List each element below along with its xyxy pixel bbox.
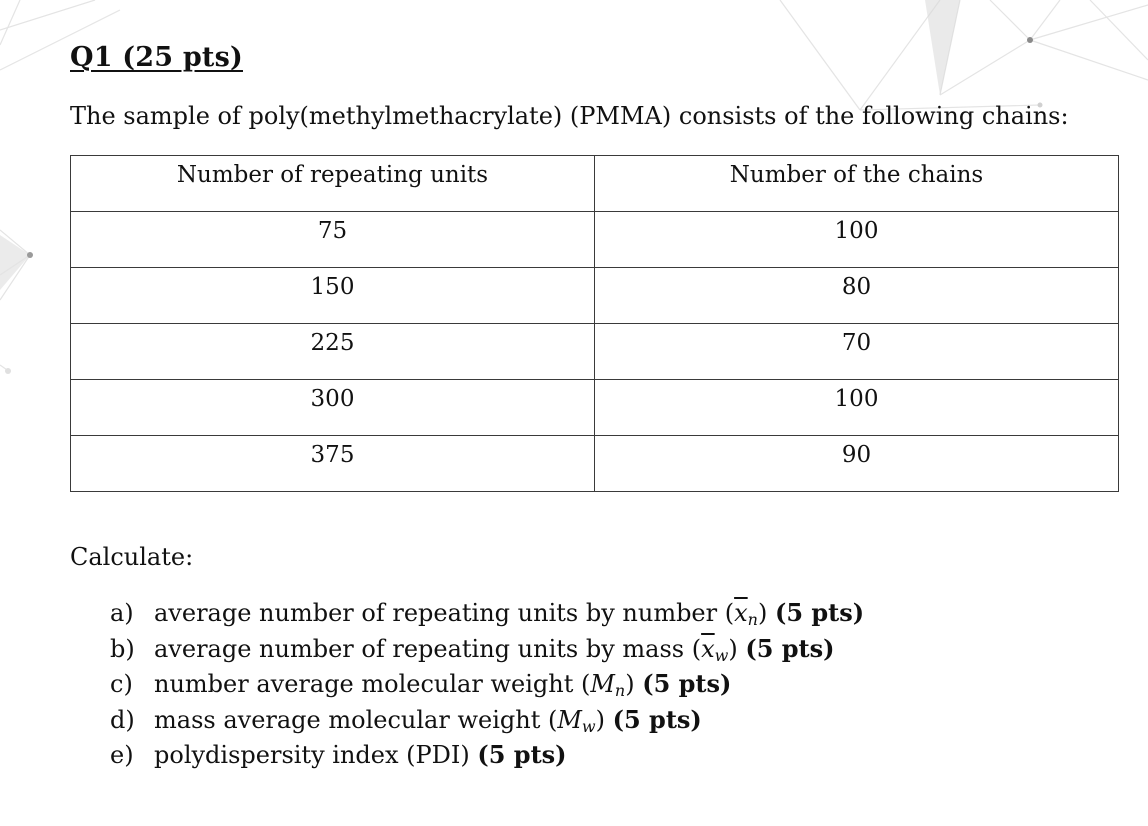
table-row <box>71 268 1119 324</box>
task-text: mass average molecular weight <box>154 705 541 734</box>
task-points: (5 pts) <box>642 669 732 698</box>
task-points: (5 pts) <box>745 633 835 663</box>
table-row <box>71 380 1119 436</box>
table-row <box>71 324 1119 380</box>
task-marker: a) <box>110 599 134 627</box>
task-symbol: $\overline{x}_n$ <box>734 599 758 629</box>
task-list <box>110 595 864 773</box>
task-text: average number of repeating units by mass <box>154 634 685 663</box>
cell-number-of-chains: 80 <box>595 268 1119 324</box>
cell-repeating-units: 375 <box>71 436 595 492</box>
task-text: number average molecular weight <box>154 670 574 698</box>
chains-table <box>70 155 1119 492</box>
table-row <box>71 212 1119 268</box>
cell-repeating-units: 225 <box>71 324 595 380</box>
task-points: (5 pts) <box>477 740 567 769</box>
cell-number-of-chains: 90 <box>595 436 1119 492</box>
task-marker: e) <box>110 741 134 769</box>
task-item: b) average number of repeating units by mass $(\overline{x}_w)$ (5 pts) <box>110 631 864 667</box>
calculate-label: Calculate: <box>70 543 194 571</box>
task-points: (5 pts) <box>612 704 702 734</box>
cell-number-of-chains: 100 <box>595 380 1119 436</box>
task-marker: b) <box>110 634 135 663</box>
question-intro: The sample of poly(methylmethacrylate) (PMMA) consists of the following chains: <box>70 102 1069 130</box>
header-number-of-chains: Number of the chains <box>595 156 1119 212</box>
cell-repeating-units: 150 <box>71 268 595 324</box>
task-item: d) mass average molecular weight $(M_w)$ (5 pts) <box>110 702 864 738</box>
task-symbol: $M_n$ <box>590 670 626 700</box>
task-item: c) number average molecular weight $(M_n)$ (5 pts) <box>110 666 864 702</box>
cell-repeating-units: 300 <box>71 380 595 436</box>
task-text: average number of repeating units by number <box>154 599 718 627</box>
task-item <box>110 737 864 773</box>
task-marker: c) <box>110 670 133 698</box>
cell-repeating-units: 75 <box>71 212 595 268</box>
table-header-row <box>71 156 1119 212</box>
task-symbol: $\overline{x}_w$ <box>701 634 729 665</box>
task-text: polydispersity index (PDI) <box>154 741 470 769</box>
table-row <box>71 436 1119 492</box>
task-points: (5 pts) <box>774 598 865 627</box>
task-symbol: $M_w$ <box>557 705 596 736</box>
question-title: Q1 (25 pts) <box>70 42 243 73</box>
cell-number-of-chains: 100 <box>595 212 1119 268</box>
header-repeating-units: Number of repeating units <box>71 156 595 212</box>
task-marker: d) <box>110 705 135 734</box>
task-item: a) average number of repeating units by number $(\overline{x}_n)$ (5 pts) <box>110 595 864 631</box>
cell-number-of-chains: 70 <box>595 324 1119 380</box>
